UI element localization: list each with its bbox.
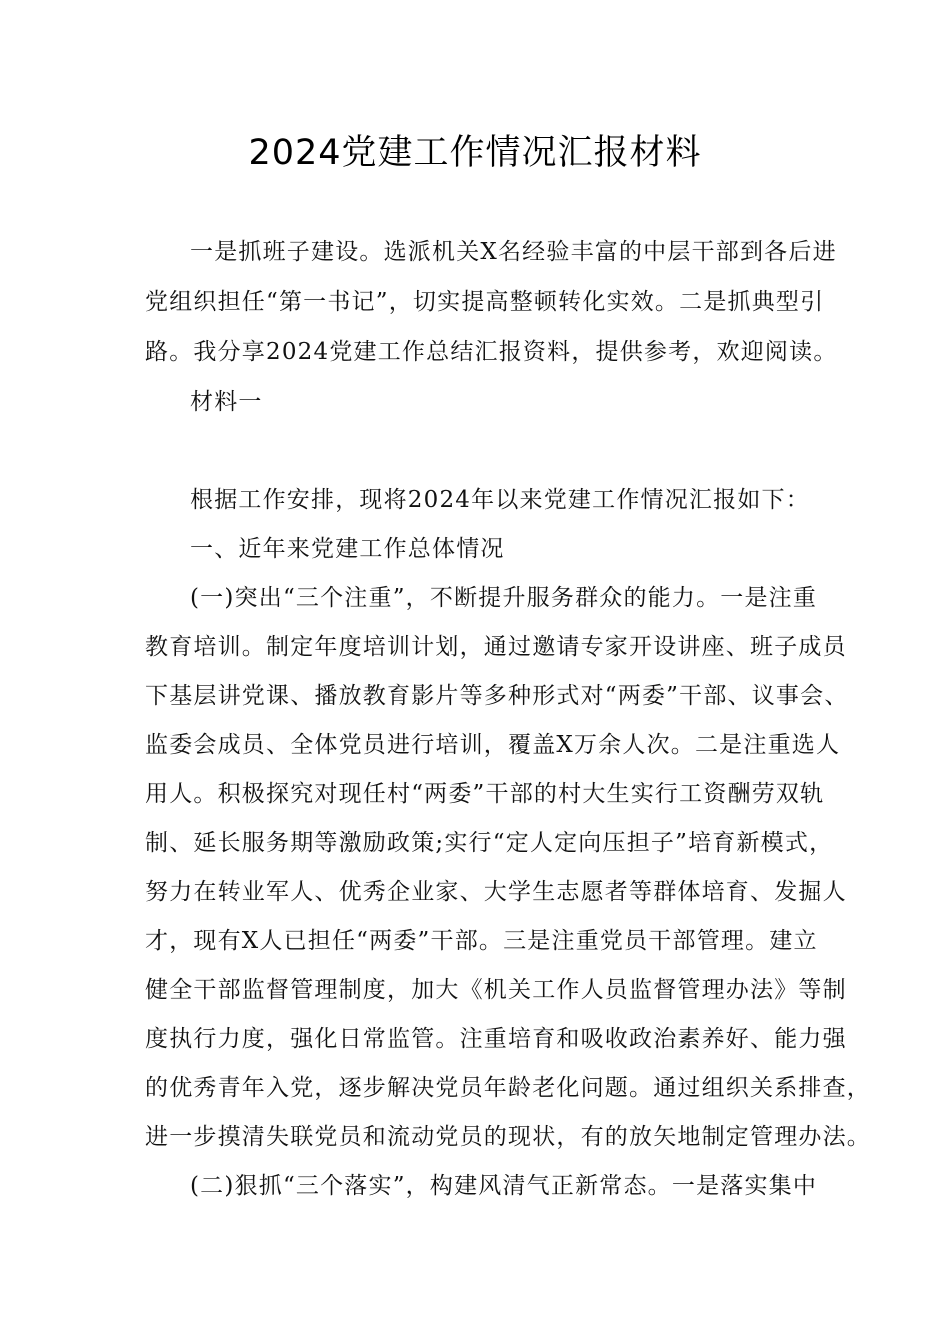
paragraph-line: 教育培训。制定年度培训计划，通过邀请专家开设讲座、班子成员 — [145, 634, 847, 660]
paragraph-line: 一是抓班子建设。选派机关X名经验丰富的中层干部到各后进 — [190, 239, 837, 265]
paragraph-line: 度执行力度，强化日常监管。注重培育和吸收政治素养好、能力强 — [145, 1026, 847, 1052]
paragraph-line: 才，现有X人已担任“两委”干部。三是注重党员干部管理。建立 — [145, 928, 818, 954]
paragraph-line: 的优秀青年入党，逐步解决党员年龄老化问题。通过组织关系排查， — [145, 1075, 871, 1101]
paragraph-line: 材料一 — [190, 389, 263, 415]
paragraph-line: 进一步摸清失联党员和流动党员的现状，有的放矢地制定管理办法。 — [145, 1124, 871, 1150]
paragraph-line: 路。我分享2024党建工作总结汇报资料，提供参考，欢迎阅读。 — [145, 339, 838, 365]
paragraph-line: (一)突出“三个注重”，不断提升服务群众的能力。一是注重 — [190, 585, 818, 611]
paragraph-line: 健全干部监督管理制度，加大《机关工作人员监督管理办法》等制 — [145, 977, 847, 1003]
section-heading: 一、近年来党建工作总体情况 — [190, 536, 505, 562]
paragraph-line: 努力在转业军人、优秀企业家、大学生志愿者等群体培育、发掘人 — [145, 879, 847, 905]
paragraph-line: 监委会成员、全体党员进行培训，覆盖X万余人次。二是注重选人 — [145, 732, 841, 758]
paragraph-line: 制、延长服务期等激励政策;实行“定人定向压担子”培育新模式， — [145, 830, 834, 856]
paragraph-line: 根据工作安排，现将2024年以来党建工作情况汇报如下： — [190, 487, 810, 513]
document-title: 2024党建工作情况汇报材料 — [248, 133, 702, 173]
paragraph-line: 下基层讲党课、播放教育影片等多种形式对“两委”干部、议事会、 — [145, 683, 849, 709]
paragraph-line: 党组织担任“第一书记”，切实提高整顿转化实效。二是抓典型引 — [145, 289, 825, 315]
paragraph-line: 用人。积极探究对现任村“两委”干部的村大生实行工资酬劳双轨 — [145, 781, 825, 807]
paragraph-line: (二)狠抓“三个落实”，构建风清气正新常态。一是落实集中 — [190, 1173, 818, 1199]
